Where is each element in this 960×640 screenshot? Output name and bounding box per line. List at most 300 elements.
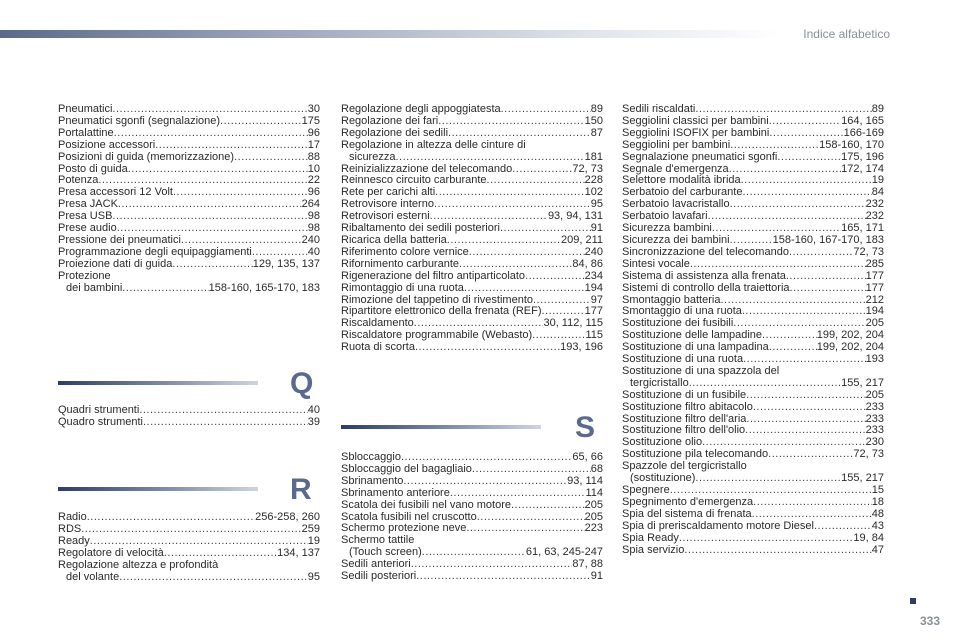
entry-term: (sostituzione) xyxy=(630,472,696,485)
entry-pages: 87, 88 xyxy=(572,558,603,571)
dot-leader xyxy=(746,390,866,402)
entry-pages: 194 xyxy=(865,305,884,318)
entry-pages: 175, 196 xyxy=(841,150,884,163)
entry-pages: 166-169 xyxy=(843,126,884,139)
entry-pages: 165, 171 xyxy=(841,222,884,235)
dot-leader xyxy=(438,116,584,128)
entry-pages: 256-258, 260 xyxy=(255,511,320,523)
entry-pages: 19 xyxy=(871,174,884,187)
entry-pages: 232 xyxy=(865,198,884,211)
entry-pages: 259 xyxy=(301,522,320,535)
dot-leader xyxy=(746,414,865,426)
entry-term: Ripartitore elettronico della frenata (REF) xyxy=(341,305,542,318)
index-entry xyxy=(341,259,603,271)
entry-term: Smontaggio batteria xyxy=(622,293,721,306)
entry-term: Reinnesco circuito carburante xyxy=(341,174,487,187)
entry-term: Pressione dei pneumatici xyxy=(58,233,181,246)
entry-term: Sostituzione delle lampadine xyxy=(622,329,763,342)
index-entry xyxy=(58,572,320,584)
entry-pages: 96 xyxy=(307,186,320,199)
entry-pages: 15 xyxy=(871,484,884,496)
dot-leader xyxy=(745,425,865,437)
index-entry xyxy=(622,140,884,152)
entry-term: Sostituzione di un fusibile xyxy=(622,388,747,401)
dot-leader xyxy=(477,512,585,524)
index-entry xyxy=(622,390,884,402)
dot-leader xyxy=(741,175,872,187)
entry-pages: 181 xyxy=(584,150,603,163)
dot-leader xyxy=(143,417,308,429)
entry-pages: 88 xyxy=(307,150,320,163)
entry-pages: 95 xyxy=(590,198,603,211)
index-entry xyxy=(341,283,603,295)
dot-leader xyxy=(450,488,586,500)
dot-leader xyxy=(411,559,573,571)
entry-pages: 40 xyxy=(307,404,320,416)
entry-term: Sostituzione di una lampadina xyxy=(622,341,769,354)
entry-term: Serbatoio lavafari xyxy=(622,210,708,223)
entry-term: dei bambini xyxy=(66,281,123,294)
entry-pages: 72, 73 xyxy=(853,448,884,461)
entry-term: Quadro strumenti xyxy=(58,415,143,428)
entry-term: Protezione xyxy=(58,269,111,282)
index-entry xyxy=(58,140,320,152)
dot-leader xyxy=(395,152,584,164)
entry-pages: 228 xyxy=(584,174,603,187)
entry-term: Spia del sistema di frenata xyxy=(622,507,752,520)
index-column-1-r xyxy=(58,512,320,583)
entry-term: Spia Ready xyxy=(622,531,679,544)
entry-term: Prese audio xyxy=(58,222,117,235)
dot-leader xyxy=(525,271,585,283)
entry-pages: 129, 135, 137 xyxy=(252,257,320,270)
dot-leader xyxy=(729,164,841,176)
dot-leader xyxy=(122,283,208,295)
entry-pages: 175 xyxy=(301,114,320,127)
entry-pages: 19 xyxy=(307,534,320,547)
section-title: Indice alfabetico xyxy=(803,27,890,41)
entry-pages: 95 xyxy=(307,570,320,583)
entry-term: Presa accessori 12 Volt xyxy=(58,186,173,199)
entry-pages: 177 xyxy=(584,305,603,318)
entry-pages: 65, 66 xyxy=(572,451,603,463)
entry-pages: 48 xyxy=(871,507,884,520)
entry-term: Schermo protezione neve xyxy=(341,522,467,535)
entry-term: Rigenerazione del filtro antiparticolato xyxy=(341,269,526,282)
index-entry xyxy=(58,128,320,140)
dot-leader xyxy=(90,536,308,548)
entry-term: Portalattine xyxy=(58,126,114,139)
entry-pages: 84 xyxy=(871,186,884,199)
letter-q: Q xyxy=(290,367,314,400)
entry-pages: 89 xyxy=(871,103,884,115)
dot-leader xyxy=(511,500,585,512)
entry-pages: 177 xyxy=(865,269,884,282)
entry-term: Smontaggio di una ruota xyxy=(622,305,742,318)
entry-pages: 87 xyxy=(590,126,603,139)
index-entry xyxy=(58,283,320,295)
letter-divider-q xyxy=(58,367,320,400)
dot-leader xyxy=(512,164,572,176)
entry-pages: 22 xyxy=(307,174,320,187)
page-number: 333 xyxy=(919,614,940,628)
entry-term: Sicurezza bambini xyxy=(622,222,712,235)
index-entry xyxy=(622,259,884,271)
index-entry xyxy=(622,521,884,533)
dot-leader xyxy=(87,512,255,524)
entry-pages: 240 xyxy=(584,245,603,258)
dot-leader xyxy=(533,295,591,307)
dot-leader xyxy=(487,175,585,187)
entry-term: tergicristallo xyxy=(630,376,689,389)
dot-leader xyxy=(416,571,591,583)
entry-term: Spegnere xyxy=(622,484,670,496)
entry-term: Ready xyxy=(58,534,90,547)
entry-pages: 199, 202, 204 xyxy=(816,341,884,354)
entry-term: Regolazione degli appoggiatesta xyxy=(341,103,501,115)
entry-term: Spazzole del tergicristallo xyxy=(622,460,747,473)
entry-term: Serbatoio lavacristallo xyxy=(622,198,730,211)
entry-term: Regolazione dei fari xyxy=(341,114,439,127)
dot-leader xyxy=(790,283,866,295)
entry-term: Segnalazione pneumatici sgonfi xyxy=(622,150,778,163)
entry-term: Sostituzione dei fusibili xyxy=(622,317,734,330)
dot-leader xyxy=(753,402,866,414)
entry-pages: 233 xyxy=(865,400,884,413)
index-entry xyxy=(622,509,884,521)
dot-leader xyxy=(501,104,591,116)
dot-leader xyxy=(690,259,866,271)
entry-term: Sostituzione olio xyxy=(622,436,703,449)
index-entry xyxy=(622,247,884,259)
dot-leader xyxy=(415,342,560,354)
entry-term: Seggiolini ISOFIX per bambini xyxy=(622,126,770,139)
index-entry xyxy=(341,140,603,152)
dot-leader xyxy=(752,509,872,521)
entry-pages: 134, 137 xyxy=(277,546,320,559)
entry-pages: 240 xyxy=(301,233,320,246)
dot-leader xyxy=(769,342,817,354)
entry-term: Regolazione in altezza delle cinture di xyxy=(341,138,526,151)
entry-pages: 155, 217 xyxy=(841,472,884,485)
entry-pages: 199, 202, 204 xyxy=(816,329,884,342)
entry-pages: 68 xyxy=(590,462,603,475)
index-entry xyxy=(622,271,884,283)
entry-pages: 155, 217 xyxy=(841,376,884,389)
index-column-2-s xyxy=(341,452,603,583)
entry-pages: 98 xyxy=(307,210,320,223)
entry-term: Presa USB xyxy=(58,210,113,223)
dot-leader xyxy=(742,306,866,318)
entry-term: Seggiolini per bambini xyxy=(622,138,731,151)
index-entry xyxy=(341,488,603,500)
entry-term: Sistema di assistenza alla frenata xyxy=(622,269,786,282)
dot-leader xyxy=(114,128,308,140)
index-entry xyxy=(341,247,603,259)
entry-term: Spia di preriscaldamento motore Diesel xyxy=(622,519,814,532)
letter-r: R xyxy=(290,473,312,506)
entry-pages: 47 xyxy=(871,543,884,556)
entry-pages: 91 xyxy=(590,570,603,583)
entry-term: Sedili posteriori xyxy=(341,570,417,583)
entry-pages: 10 xyxy=(307,162,320,175)
entry-term: Sbloccaggio xyxy=(341,451,401,463)
page-marker xyxy=(910,598,916,604)
entry-term: Rifornimento carburante xyxy=(341,257,460,270)
dot-leader xyxy=(786,271,866,283)
dot-leader xyxy=(466,523,584,535)
entry-pages: 212 xyxy=(865,293,884,306)
dot-leader xyxy=(81,524,301,536)
entry-pages: 97 xyxy=(590,293,603,306)
entry-pages: 234 xyxy=(584,269,603,282)
entry-pages: 158-160, 170 xyxy=(819,138,884,151)
entry-pages: 172, 174 xyxy=(841,162,884,175)
dot-leader xyxy=(112,211,307,223)
entry-term: del volante xyxy=(66,570,120,583)
index-entry xyxy=(58,524,320,536)
entry-pages: 72, 73 xyxy=(572,162,603,175)
dot-leader xyxy=(234,152,308,164)
index-entry xyxy=(622,128,884,140)
index-entry xyxy=(58,536,320,548)
entry-pages: 98 xyxy=(307,222,320,235)
entry-pages: 43 xyxy=(871,519,884,532)
entry-term: Regolazione dei sedili xyxy=(341,126,449,139)
entry-pages: 30, 112, 115 xyxy=(543,317,603,330)
entry-pages: 72, 73 xyxy=(853,245,884,258)
index-entry xyxy=(58,271,320,283)
entry-pages: 89 xyxy=(590,103,603,115)
entry-pages: 40 xyxy=(307,245,320,258)
entry-term: Radio xyxy=(58,511,87,523)
index-entry xyxy=(58,512,320,524)
entry-pages: 230 xyxy=(865,436,884,449)
dot-leader xyxy=(814,521,872,533)
entry-term: Ribaltamento dei sedili posteriori xyxy=(341,222,500,235)
entry-pages: 285 xyxy=(865,257,884,270)
dot-leader xyxy=(435,187,584,199)
entry-term: Sedili anteriori xyxy=(341,558,411,571)
entry-pages: 193 xyxy=(865,353,884,366)
dot-leader xyxy=(777,152,841,164)
dot-leader xyxy=(720,295,865,307)
entry-term: Sedili riscaldati xyxy=(622,103,696,115)
entry-pages: 158-160, 165-170, 183 xyxy=(208,281,320,294)
entry-term: Retrovisore interno xyxy=(341,198,434,211)
letter-s: S xyxy=(575,411,596,444)
entry-term: Sbrinamento anteriore xyxy=(341,486,450,499)
dot-leader xyxy=(155,140,308,152)
header-bar xyxy=(0,30,780,38)
entry-pages: 84, 86 xyxy=(572,257,603,270)
entry-term: Riscaldamento xyxy=(341,317,414,330)
dot-leader xyxy=(403,476,567,488)
entry-pages: 115 xyxy=(585,329,603,342)
entry-term: Ruota di scorta xyxy=(341,341,415,354)
dot-leader xyxy=(128,164,308,176)
entry-term: Sintesi vocale xyxy=(622,257,690,270)
entry-pages: 177 xyxy=(865,281,884,294)
dot-leader xyxy=(139,405,307,417)
entry-term: (Touch screen) xyxy=(349,546,422,559)
entry-pages: 93, 94, 131 xyxy=(547,210,603,223)
entry-pages: 194 xyxy=(584,281,603,294)
entry-term: Programmazione degli equipaggiamenti xyxy=(58,245,252,258)
dot-leader xyxy=(173,187,308,199)
entry-term: Posto di guida xyxy=(58,162,128,175)
letter-divider-r xyxy=(58,473,320,506)
entry-pages: 233 xyxy=(865,412,884,425)
entry-term: Posizioni di guida (memorizzazione) xyxy=(58,150,235,163)
entry-term: Reinizializzazione del telecomando xyxy=(341,162,513,175)
entry-pages: 233 xyxy=(865,424,884,437)
index-column-3-s xyxy=(622,104,884,556)
dot-leader xyxy=(769,128,843,140)
entry-pages: 30 xyxy=(307,103,320,115)
entry-pages: 205 xyxy=(584,510,603,523)
index-entry xyxy=(58,152,320,164)
index-entry xyxy=(622,283,884,295)
index-column-2-r xyxy=(341,104,603,354)
entry-term: Regolatore di velocità xyxy=(58,546,164,559)
dot-leader xyxy=(689,378,841,390)
entry-term: Riferimento colore vernice xyxy=(341,245,469,258)
dot-leader xyxy=(762,330,817,342)
index-entry xyxy=(622,533,884,545)
entry-term: Sincronizzazione del telecomando xyxy=(622,245,789,258)
entry-term: Segnale d'emergenza xyxy=(622,162,729,175)
entry-term: Posizione accessori xyxy=(58,138,156,151)
entry-term: Spia servizio xyxy=(622,543,685,556)
entry-term: Scatola dei fusibili nel vano motore xyxy=(341,498,511,511)
entry-pages: 19, 84 xyxy=(853,531,884,544)
entry-term: Schermo tattile xyxy=(341,534,415,547)
index-entry xyxy=(341,476,603,488)
entry-term: Sostituzione di una ruota xyxy=(622,353,744,366)
dot-leader xyxy=(252,247,308,259)
entry-pages: 223 xyxy=(584,522,603,535)
entry-term: Regolazione altezza e profondità xyxy=(58,558,219,571)
index-column-1-q xyxy=(58,405,320,429)
dot-leader xyxy=(742,187,871,199)
dot-leader xyxy=(789,247,853,259)
dot-leader xyxy=(119,572,308,584)
entry-term: Retrovisori esterni xyxy=(341,210,430,223)
entry-term: Pneumatici xyxy=(58,103,113,115)
entry-term: Potenza xyxy=(58,174,99,187)
dot-leader xyxy=(753,497,872,509)
letter-divider-s xyxy=(341,411,603,444)
index-entry xyxy=(341,342,603,354)
entry-term: Sostituzione pila telecomando xyxy=(622,448,769,461)
dot-leader xyxy=(464,283,585,295)
entry-pages: 96 xyxy=(307,126,320,139)
entry-term: Ricarica della batteria xyxy=(341,233,447,246)
index-entry xyxy=(341,500,603,512)
entry-term: Sostituzione di una spazzola del xyxy=(622,364,780,377)
entry-term: Presa JACK xyxy=(58,198,118,211)
entry-term: Quadri strumenti xyxy=(58,404,140,416)
entry-term: Serbatoio del carburante xyxy=(622,186,743,199)
entry-term: RDS xyxy=(58,522,82,535)
entry-term: Pneumatici sgonfi (segnalazione) xyxy=(58,114,221,127)
entry-term: Seggiolini classici per bambini xyxy=(622,114,769,127)
entry-term: Scatola fusibili nel cruscotto xyxy=(341,510,477,523)
entry-pages: 164, 165 xyxy=(841,114,884,127)
entry-term: Proiezione dati di guida xyxy=(58,257,173,270)
entry-term: Sostituzione filtro dell'olio xyxy=(622,424,746,437)
entry-term: Rete per carichi alti xyxy=(341,186,436,199)
index-entry xyxy=(622,152,884,164)
entry-term: Sicurezza dei bambini xyxy=(622,233,730,246)
index-entry xyxy=(341,271,603,283)
entry-term: Riscaldatore programmabile (Webasto) xyxy=(341,329,533,342)
dot-leader xyxy=(172,259,252,271)
entry-pages: 114 xyxy=(585,486,603,499)
dot-leader xyxy=(469,247,585,259)
entry-term: Sistemi di controllo della traiettoria xyxy=(622,281,790,294)
entry-term: Sbrinamento xyxy=(341,474,404,487)
index-entry xyxy=(341,152,603,164)
entry-pages: 39 xyxy=(307,415,320,428)
entry-term: Sostituzione filtro dell'aria xyxy=(622,412,747,425)
entry-term: Sostituzione filtro abitacolo xyxy=(622,400,753,413)
index-entry xyxy=(622,545,884,557)
dot-leader xyxy=(459,259,572,271)
dot-leader xyxy=(220,116,302,128)
entry-term: Selettore modalità ibrida xyxy=(622,174,741,187)
index-entry xyxy=(341,571,603,583)
entry-term: Rimontaggio di una ruota xyxy=(341,281,464,294)
entry-term: sicurezza xyxy=(349,150,396,163)
entry-pages: 91 xyxy=(590,222,603,235)
index-entry xyxy=(58,560,320,572)
index-entry xyxy=(58,417,320,429)
entry-pages: 205 xyxy=(584,498,603,511)
entry-pages: 102 xyxy=(584,186,603,199)
entry-pages: 205 xyxy=(865,388,884,401)
dot-leader xyxy=(684,545,871,557)
entry-pages: 209, 211 xyxy=(560,233,603,246)
index-entry xyxy=(622,402,884,414)
entry-term: Sbloccaggio del bagagliaio xyxy=(341,462,472,475)
entry-pages: 158-160, 167-170, 183 xyxy=(772,233,884,246)
index-entry xyxy=(58,247,320,259)
entry-term: Rimozione del tappetino di rivestimento xyxy=(341,293,533,306)
entry-pages: 193, 196 xyxy=(560,341,603,354)
dot-leader xyxy=(730,199,866,211)
entry-pages: 232 xyxy=(865,210,884,223)
entry-pages: 93, 114 xyxy=(567,474,603,487)
dot-leader xyxy=(679,533,854,545)
dot-leader xyxy=(422,547,526,559)
index-column-1-p xyxy=(58,104,320,295)
dot-leader xyxy=(730,140,819,152)
dot-leader xyxy=(769,116,841,128)
dot-leader xyxy=(768,449,853,461)
entry-pages: 264 xyxy=(301,198,320,211)
entry-pages: 18 xyxy=(871,495,884,508)
entry-pages: 17 xyxy=(307,138,320,151)
dot-leader xyxy=(118,199,302,211)
dot-leader xyxy=(695,473,841,485)
entry-pages: 61, 63, 245-247 xyxy=(525,546,603,559)
entry-pages: 150 xyxy=(584,114,603,127)
index-entry xyxy=(622,378,884,390)
entry-term: Spegnimento d'emergenza xyxy=(622,495,754,508)
entry-pages: 205 xyxy=(865,317,884,330)
